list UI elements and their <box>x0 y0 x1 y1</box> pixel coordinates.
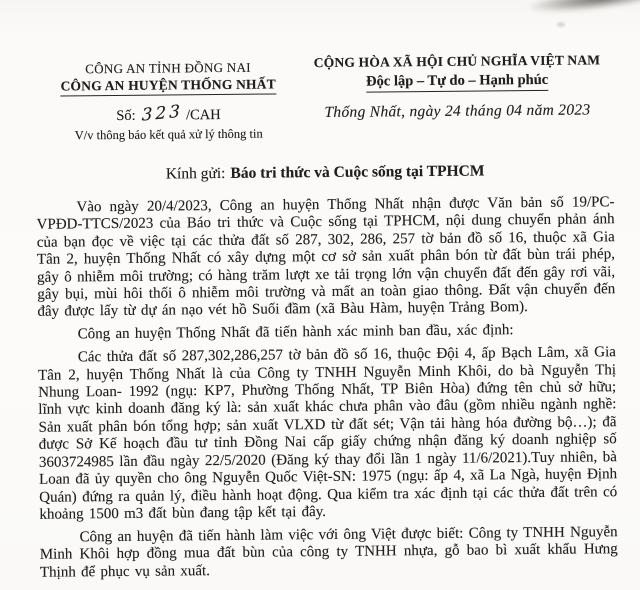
national-header-block <box>301 52 614 141</box>
document-subject-line: V/v thông báo kết quả xử lý thông tin <box>74 126 263 143</box>
document-number-line <box>35 103 301 126</box>
document-content <box>35 52 618 587</box>
scan-dot-artifact <box>557 22 565 27</box>
body-paragraph: Các thửa đất số 287,302,286,257 tờ bản đồ số 16, thuộc Đội 4, ấp Bạch Lâm, xã Gia Tân 2, huyện Thống Nhất là của Công ty TNHH Nguyễn Minh Khôi, do bà Nguyễn Thị Nhung Loan- 1992 (ngụ: KP7, Phường Thống Nhất, TP Biên Hòa) đứng tên chủ sở hữu; lĩnh vực kinh doanh đăng ký là: sản xuất khác chưa phân vào đâu (gồm nhiều ngành nghề: Sản xuất phân bón tổng hợp; sản xuất VLXD từ đất sét; Vận tải hàng hóa đường bộ…); đã được Sở Kế hoạch đầu tư tỉnh Đồng Nai cấp giấy chứng nhận đăng ký doanh nghiệp số 3603724985 lần đầu ngày 22/5/2020 (Đăng ký thay đổi lần 1 ngày 11/6/2021).Tuy nhiên, bà Loan đã ủy quyền cho ông Nguyễn Quốc Việt-SN: 1975 (ngụ: ấp 4, xã La Ngà, huyện Định Quán) đứng ra quản lý, điều hành hoạt động. Qua kiểm tra xác định tại các thửa đất trên có khoảng 1500 m3 đất bùn đang tập kết tại đây. <box>37 344 618 523</box>
motto-line <box>301 71 613 91</box>
salutation-line <box>36 161 614 185</box>
document-number-suffix: /CAH <box>185 106 221 124</box>
body-paragraph: Công an huyện đã tiến hành làm việc với ông Việt được biết: Công ty TNHH Nguyễn Minh Khôi hợp đồng mua đất bùn của công ty TNHH nhựa, gỗ bao bì xuất khẩu Hưng Thịnh để phục vụ sản xuất. <box>39 524 618 581</box>
body-paragraph: Công an huyện Thống Nhất đã tiến hành xác minh ban đầu, xác định: <box>77 322 514 343</box>
agency-parent-line: CÔNG AN TỈNH ĐỒNG NAI <box>85 59 251 77</box>
salutation-prefix: Kính gửi: <box>165 164 226 183</box>
national-title-line: CỘNG HÒA XÃ HỘI CHỦ NGHĨA VIỆT NAM <box>313 52 601 71</box>
scan-smudge-artifact <box>529 0 640 17</box>
document-number-label: Số: <box>116 107 136 124</box>
agency-name-line <box>35 76 301 95</box>
issuing-agency-block <box>35 55 302 144</box>
document-body <box>36 194 618 582</box>
document-header <box>35 52 614 144</box>
motto-text: Độc lập – Tự do – Hạnh phúc <box>366 72 548 93</box>
body-paragraph: Vào ngày 20/4/2023, Công an huyện Thống Nhất nhận được Văn bản số 19/PC-VPĐD-TTCS/2023 của Báo tri thức và Cuộc sống tại TPHCM, nội dung chuyển phản ánh của bạn đọc về việc tại các thửa đất số 287, 302, 286, 257 tờ bản đồ số 16, thuộc xã Gia Tân 2, huyện Thống Nhất có xây dựng một cơ sở sản xuất phân bón từ đất bùn trái phép, gây ô nhiễm môi trường; có hàng trăm lượt xe tải trọng lớn vận chuyển đất đến gây rơi vãi, gây bụi, mùi hôi thối ô nhiễm môi trường và mất an toàn giao thông. Đất vận chuyển đến đây được lấy từ dự án nạo vét hồ Suối đầm (xã Bàu Hàm, huyện Trảng Bom). <box>36 194 616 321</box>
salutation-recipient: Báo tri thức và Cuộc sống tại TPHCM <box>230 162 485 182</box>
place-date-line: Thống Nhất, ngày 24 tháng 04 năm 2023 <box>324 101 591 121</box>
agency-name-text: CÔNG AN HUYỆN THỐNG NHẤT <box>60 76 275 96</box>
document-number-handwritten: 323 <box>141 101 184 126</box>
